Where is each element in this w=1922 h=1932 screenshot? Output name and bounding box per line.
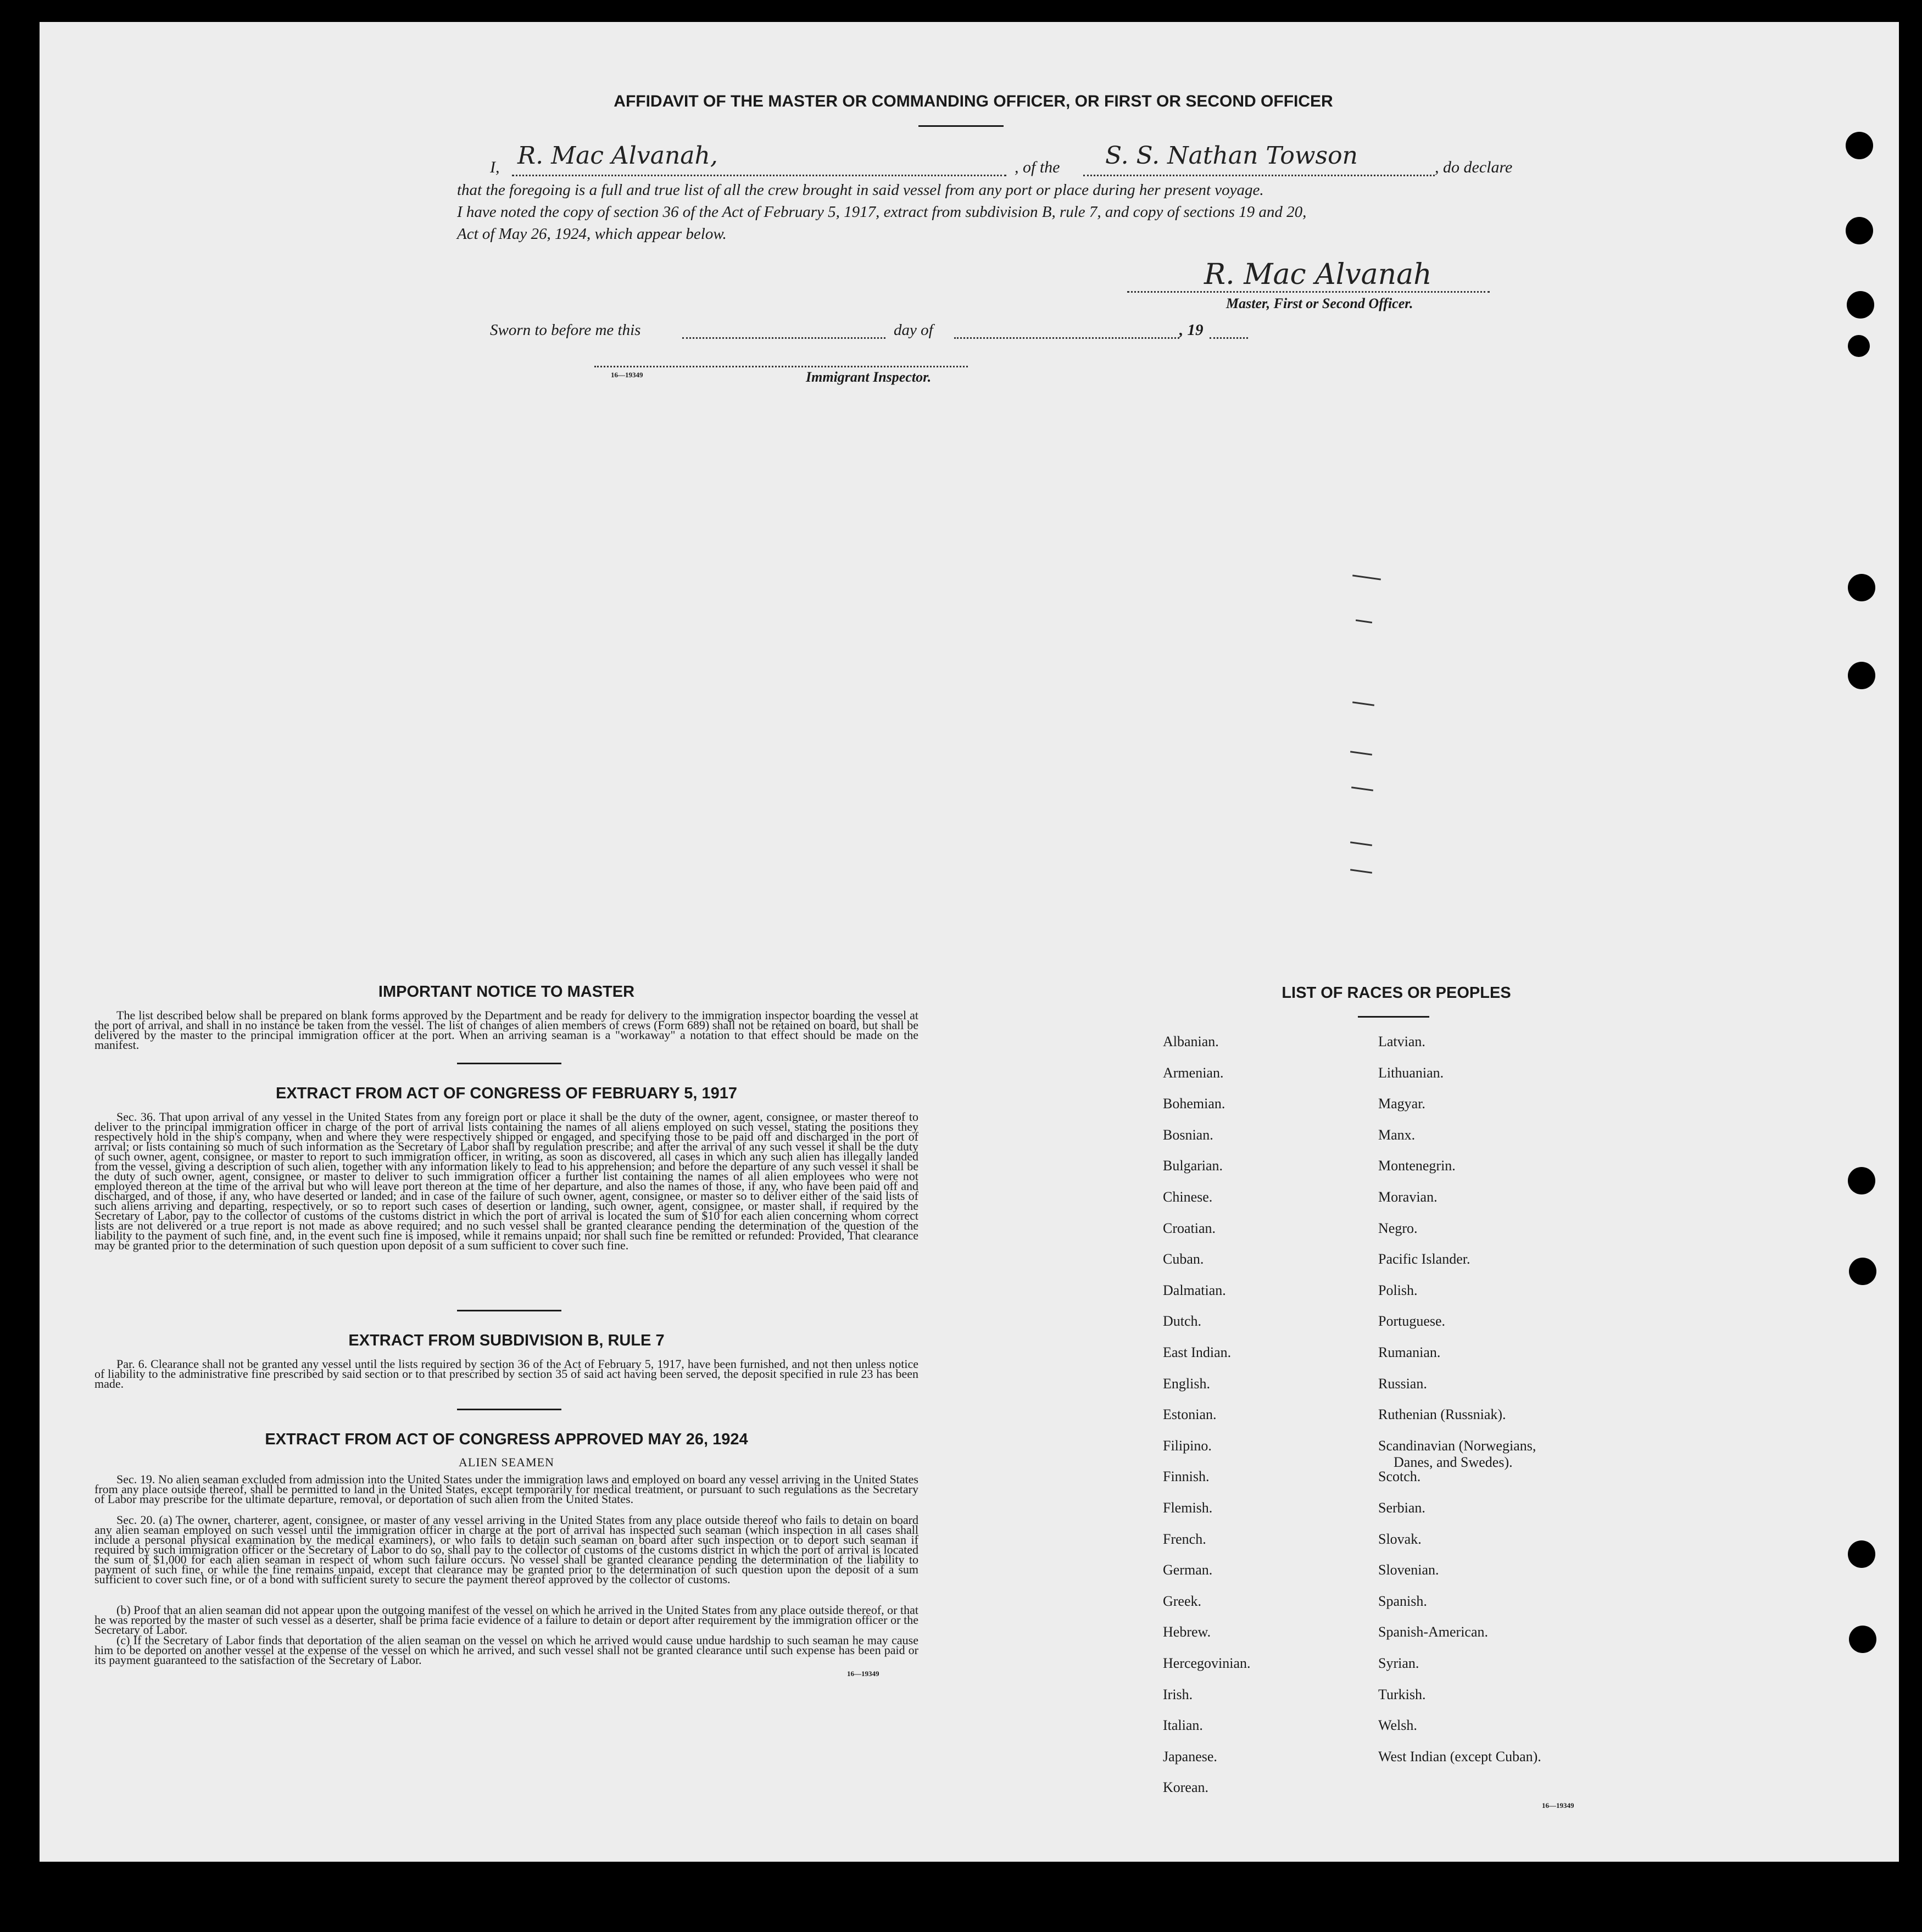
extract-1924-sec19: Sec. 19. No alien seaman excluded from admission into the United States under the immigration laws and employed on board any vessel arriving in the United States from any place outside thereof, shall be permitted to land in the United States, except temporarily for medical treatment, or pursuant to such regulations as the Secretary of Labor may prescribe for the ultimate departure, removal, or deportation of such alien from the United States.	[94, 1472, 918, 1506]
race-item: West Indian (except Cuban).	[1378, 1748, 1541, 1765]
race-item: Negro.	[1378, 1220, 1418, 1236]
pencil-mark	[1356, 619, 1372, 623]
inspector-line	[594, 366, 968, 367]
day-of-label: day of	[894, 321, 933, 339]
section-divider	[457, 1409, 561, 1410]
vessel-name-line	[1083, 175, 1435, 176]
affidavit-title: AFFIDAVIT OF THE MASTER OR COMMANDING OFFICER, OR FIRST OR SECOND OFFICER	[614, 92, 1333, 110]
officer-signature: R. Mac Alvanah	[1204, 258, 1432, 291]
race-item: Welsh.	[1378, 1717, 1417, 1734]
punch-hole	[1848, 574, 1875, 601]
form-number: 16—19349	[847, 1669, 879, 1678]
race-item: Greek.	[1163, 1593, 1202, 1609]
punch-hole	[1848, 335, 1870, 357]
races-divider	[1358, 1016, 1429, 1018]
race-item: English.	[1163, 1375, 1210, 1392]
race-item: Moravian.	[1378, 1189, 1438, 1205]
race-item: Bohemian.	[1163, 1096, 1225, 1112]
extract-1924-sec20a: Sec. 20. (a) The owner, charterer, agent, consignee, or master of any vessel arriving in the United States from any place outside thereof who fails to detain on board any alien seaman employed on such vessel until the immigration officer in charge at the port of arrival has inspected such seaman (which inspection in all cases shall include a personal physical examination by the medical examiners), or who fails to detain such seaman on board after such inspection or to deport such seaman if required by such immigration officer or the Secretary of Labor to do so, shall pay to the collector of customs of the customs district in which the port of arrival is located the sum of $1,000 for each alien seaman in respect of whom such failure occurs. No vessel shall be granted clearance pending the determination of the liability to payment of such fine, or while the fine remains unpaid, except that clearance may be granted prior to the determination of such question upon the deposit of a sum sufficient to cover such fine, or of a bond with sufficient surety to secure the payment thereof approved by the collector of customs.	[94, 1513, 918, 1586]
extract-1917-title: EXTRACT FROM ACT OF CONGRESS OF FEBRUARY 5, 1917	[275, 1085, 738, 1102]
punch-hole	[1848, 662, 1875, 689]
race-item: Spanish.	[1378, 1593, 1427, 1609]
pencil-mark	[1351, 786, 1373, 791]
race-item: Turkish.	[1378, 1686, 1426, 1702]
race-item: Armenian.	[1163, 1064, 1224, 1081]
race-item: Latvian.	[1378, 1034, 1425, 1049]
race-item: Bosnian.	[1163, 1126, 1213, 1143]
race-item: Dalmatian.	[1163, 1282, 1226, 1298]
race-item: Pacific Islander.	[1378, 1251, 1470, 1267]
sworn-label: Sworn to before me this	[490, 321, 641, 339]
document-page	[40, 22, 1899, 1862]
sworn-year-line	[1210, 337, 1248, 339]
extract-1924-subtitle: ALIEN SEAMEN	[459, 1455, 554, 1469]
year-label: , 19	[1179, 321, 1204, 339]
master-name-handwritten: R. Mac Alvanah,	[517, 142, 718, 170]
race-item: Ruthenian (Russniak).	[1378, 1406, 1506, 1423]
race-item: Filipino.	[1163, 1437, 1212, 1454]
race-item: Slovenian.	[1378, 1562, 1439, 1578]
race-item: Lithuanian.	[1378, 1064, 1444, 1081]
vessel-name-handwritten: S. S. Nathan Towson	[1105, 142, 1358, 170]
signature-line	[1127, 291, 1490, 293]
section-divider	[457, 1310, 561, 1311]
race-item: Danes, and Swedes).	[1394, 1454, 1513, 1470]
section-divider	[457, 1063, 561, 1064]
race-item: Japanese.	[1163, 1748, 1217, 1765]
sworn-month-line	[954, 337, 1179, 339]
race-item: Russian.	[1378, 1375, 1427, 1392]
race-item: Manx.	[1378, 1126, 1416, 1143]
extract-1924-sec20c: (c) If the Secretary of Labor finds that deportation of the alien seaman on the vessel on which he arrived would cause undue hardship to such seaman he may cause him to be deported on another vessel at the expense of the vessel on which he arrived, and such vessel shall not be granted clearance until such expense has been paid or its payment guaranteed to the satisfaction of the Secretary of Labor.	[94, 1633, 918, 1667]
race-item: Polish.	[1378, 1282, 1418, 1298]
race-item: Spanish-American.	[1378, 1624, 1489, 1640]
race-item: Flemish.	[1163, 1500, 1213, 1516]
races-title: LIST OF RACES OR PEOPLES	[1282, 984, 1511, 1002]
race-item: Scandinavian (Norwegians,	[1378, 1437, 1536, 1454]
extract-rule7-body: Par. 6. Clearance shall not be granted any vessel until the lists required by section 36 of the Act of February 5, 1917, have been furnished, and not then unless notice of liability to the administrative fine prescribed by said section or to that prescribed by section 35 of said act having been served, the deposit specified in rule 23 has been made.	[94, 1357, 918, 1391]
race-item: Finnish.	[1163, 1468, 1210, 1485]
master-name-line	[512, 175, 1006, 176]
race-item: Korean.	[1163, 1779, 1209, 1796]
race-item: Magyar.	[1378, 1096, 1425, 1112]
race-item: Rumanian.	[1378, 1344, 1441, 1360]
race-item: Hercegovinian.	[1163, 1655, 1251, 1671]
of-the-label: , of the	[1015, 158, 1060, 176]
race-item: Hebrew.	[1163, 1624, 1211, 1640]
race-item: Irish.	[1163, 1686, 1193, 1702]
form-number: 16—19349	[611, 371, 643, 379]
do-declare-label: , do declare	[1435, 158, 1513, 176]
punch-hole	[1849, 1258, 1876, 1285]
extract-rule7-title: EXTRACT FROM SUBDIVISION B, RULE 7	[348, 1332, 665, 1349]
punch-hole	[1848, 1540, 1875, 1568]
pencil-mark	[1350, 841, 1372, 846]
race-item: Chinese.	[1163, 1189, 1213, 1205]
race-item: Serbian.	[1378, 1500, 1425, 1516]
punch-hole	[1846, 217, 1873, 244]
race-item: Albanian.	[1163, 1034, 1219, 1049]
race-item: French.	[1163, 1531, 1206, 1547]
punch-hole	[1849, 1626, 1876, 1653]
i-label: I,	[490, 158, 500, 176]
race-item: Croatian.	[1163, 1220, 1216, 1236]
race-item: Portuguese.	[1378, 1313, 1446, 1330]
signature-caption: Master, First or Second Officer.	[1226, 295, 1413, 311]
extract-1917-body: Sec. 36. That upon arrival of any vessel in the United States from any foreign port or place it shall be the duty of the owner, agent, consignee, or master thereof to deliver to the principal immigration officer in charge of the port of arrival lists containing the names of all aliens employed on such vessel, stating the positions they respectively hold in the ship's company, when and where they were respectively shipped or engaged, and specifying those to be paid off and discharged in the port of arrival; or lists containing so much of such information as the Secretary of Labor shall by regulation prescribe; and after the arrival of any such vessel it shall be the duty of such owner, agent, consignee, or master to report to such immigration officer, in writing, as soon as discovered, all cases in which any such alien has illegally landed from the vessel, giving a description of such alien, together with any information likely to lead to his apprehension; and before the departure of any such vessel it shall be the duty of such owner, agent, consignee, or master to deliver to such immigration officer a further list containing the names of all alien employees who were not employed thereon at the time of the arrival but who will leave port thereon at the time of her departure, and also the names of those, if any, who have been paid off and discharged, and of those, if any, who have deserted or landed; and in case of the failure of such owner, agent, consignee, or master so to deliver either of the said lists of such aliens arriving and departing, respectively, or so to report such cases of desertion or landing, such owner, agent, consignee, or master shall, if required by the Secretary of Labor, pay to the collector of customs of the customs district in which the port of arrival is located the sum of $10 for each alien concerning whom correct lists are not delivered or a true report is not made as above required; and no such vessel shall be granted clearance pending the determination of the question of the liability to the payment of such fine, and, in the event such fine is imposed, while it remains unpaid; nor shall such fine be remitted or refunded: Provided, That clearance may be granted prior to the determination of such question upon deposit of a sum sufficient to cover such fine.	[94, 1110, 918, 1252]
affidavit-line-3: Act of May 26, 1924, which appear below.	[457, 225, 727, 243]
notice-title: IMPORTANT NOTICE TO MASTER	[378, 983, 635, 1001]
pencil-mark	[1352, 701, 1374, 706]
race-item: Dutch.	[1163, 1313, 1202, 1330]
race-item: Syrian.	[1378, 1655, 1419, 1671]
affidavit-line-2: I have noted the copy of section 36 of the Act of February 5, 1917, extract from subdivision B, rule 7, and copy of sections 19 and 20,	[457, 203, 1307, 221]
race-item: Bulgarian.	[1163, 1158, 1223, 1174]
notice-body: The list described below shall be prepared on blank forms approved by the Department and be ready for delivery to the immigration inspector boarding the vessel at the port of arrival, and shall in no instance be taken from the vessel. The list of changes of alien members of crews (Form 689) shall not be retained on board, but shall be delivered by the master to the principal immigration officer at the port. When an arriving seaman is a "workaway" a notation to that effect should be made on the manifest.	[94, 1008, 918, 1052]
race-item: Italian.	[1163, 1717, 1203, 1734]
race-item: Estonian.	[1163, 1406, 1217, 1423]
race-item: German.	[1163, 1562, 1213, 1578]
title-divider	[918, 125, 1004, 127]
sworn-day-line	[682, 337, 885, 339]
race-item: Montenegrin.	[1378, 1158, 1456, 1174]
race-item: Cuban.	[1163, 1251, 1204, 1267]
punch-hole	[1848, 1167, 1875, 1194]
pencil-mark	[1352, 574, 1381, 580]
pencil-mark	[1350, 869, 1372, 874]
race-item: Slovak.	[1378, 1531, 1422, 1547]
extract-1924-sec20b: (b) Proof that an alien seaman did not appear upon the outgoing manifest of the vessel on which he arrived in the United States from any place outside thereof, or that he was reported by the master of such vessel as a deserter, shall be prima facie evidence of a failure to detain or deport after requirement by the immigration officer or the Secretary of Labor.	[94, 1603, 918, 1637]
punch-hole	[1847, 291, 1874, 319]
inspector-caption: Immigrant Inspector.	[806, 369, 932, 385]
affidavit-line-1: that the foregoing is a full and true list of all the crew brought in said vessel from any port or place during her present voyage.	[457, 181, 1264, 199]
pencil-mark	[1350, 751, 1372, 756]
form-number: 16—19349	[1542, 1801, 1574, 1810]
race-item: East Indian.	[1163, 1344, 1232, 1360]
race-item: Scotch.	[1378, 1468, 1421, 1485]
punch-hole	[1846, 132, 1873, 159]
extract-1924-title: EXTRACT FROM ACT OF CONGRESS APPROVED MAY 26, 1924	[265, 1431, 748, 1448]
